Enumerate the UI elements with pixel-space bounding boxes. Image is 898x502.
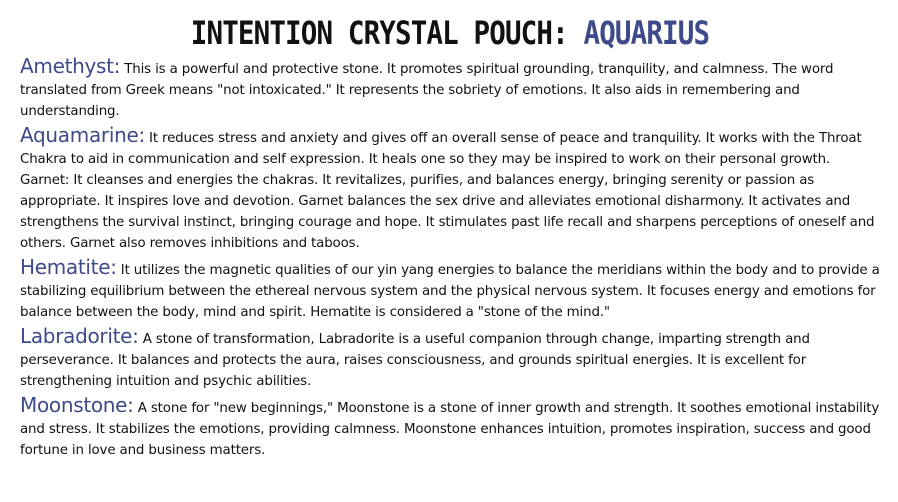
crystal-name: Amethyst: bbox=[20, 54, 121, 78]
crystal-name: Aquamarine: bbox=[20, 123, 145, 147]
crystal-name: Labradorite: bbox=[20, 324, 139, 348]
crystal-name: Moonstone: bbox=[20, 393, 134, 417]
title-main: INTENTION CRYSTAL POUCH: bbox=[190, 14, 568, 52]
crystal-entry-hematite bbox=[20, 257, 880, 323]
crystal-description: This is a powerful and protective stone. It promotes spiritual grounding, tranquility, and calmness. The word translated from Greek means "not intoxicated." It represents the sobriety of emotions. It also aids in remembering and understanding. bbox=[20, 62, 834, 119]
page-title bbox=[80, 12, 820, 54]
crystal-entry-moonstone bbox=[20, 395, 880, 461]
crystal-description: A stone for "new beginnings," Moonstone is a stone of inner growth and strength. It soothes emotional instability and stress. It stabilizes the emotions, providing calmness. Moonstone enhances intuition, promotes inspiration, success and good fortune in love and business matters. bbox=[20, 401, 880, 458]
crystal-entry-labradorite bbox=[20, 326, 880, 392]
crystal-entry-aquamarine bbox=[20, 125, 880, 254]
crystal-name: Hematite: bbox=[20, 255, 117, 279]
crystal-description: It utilizes the magnetic qualities of our yin yang energies to balance the meridians within the body and to provide a stabilizing equilibrium between the ethereal nervous system and the physical nervous system. It focuses energy and emotions for balance between the body, mind and spirit. Hematite is considered a "stone of the mind." bbox=[20, 263, 880, 320]
crystal-description-garnet: Garnet: It cleanses and energies the chakras. It revitalizes, purifies, and balances energy, bringing serenity or passion as appropriate. It inspires love and devotion. Garnet balances the sex drive and alleviates emotional disharmony. It activates and strengthens the survival instinct, bringing courage and hope. It stimulates past life recall and sharpens perceptions of oneself and others. Garnet also removes inhibitions and taboos. bbox=[20, 173, 875, 251]
crystal-description: A stone of transformation, Labradorite is a useful companion through change, imparting strength and perseverance. It balances and protects the aura, raises consciousness, and grounds spiritual energies. It is excellent for strengthening intuition and psychic abilities. bbox=[20, 332, 810, 389]
title-sign: AQUARIUS bbox=[583, 14, 710, 52]
crystal-description: It reduces stress and anxiety and gives off an overall sense of peace and tranquility. It works with the Throat Chakra to aid in communication and self expression. It heals one so they may be inspired to work on their personal growth. bbox=[20, 131, 862, 167]
crystal-entry-amethyst bbox=[20, 56, 880, 122]
